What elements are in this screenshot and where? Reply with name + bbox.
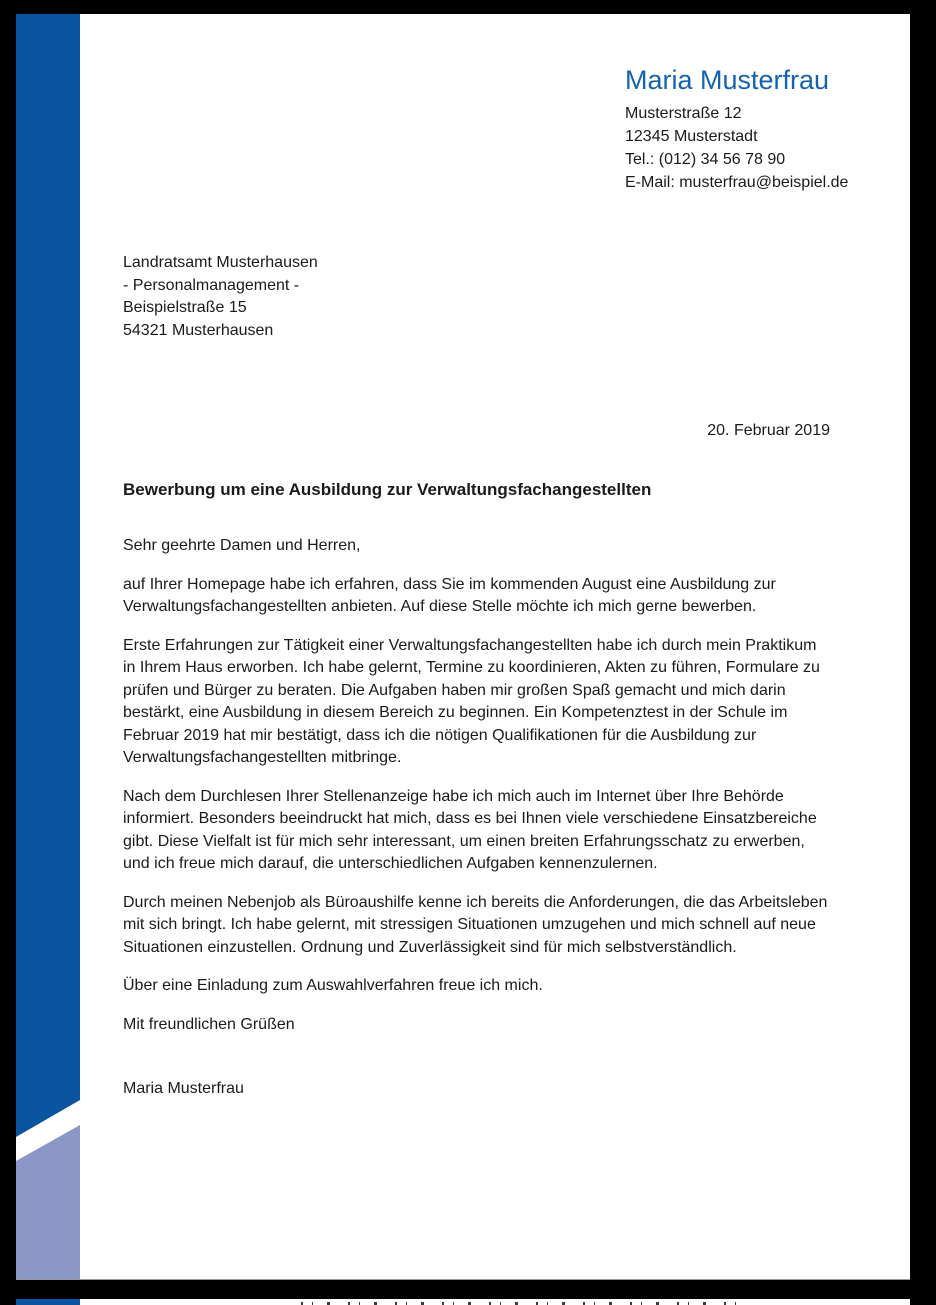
closing-line: Mit freundlichen Grüßen — [123, 1015, 295, 1033]
recipient-line: Landratsamt Musterhausen — [123, 254, 318, 271]
sender-email: E-Mail: musterfrau@beispiel.de — [625, 174, 849, 191]
sender-name: Maria Musterfrau — [625, 65, 830, 95]
salutation: Sehr geehrte Damen und Herren, — [123, 537, 361, 554]
sender-city: 12345 Musterstadt — [625, 128, 758, 145]
letter-body — [123, 535, 832, 1117]
letter-page — [16, 14, 910, 1280]
recipient-line: - Personalmanagement - — [123, 276, 300, 294]
letter-date: 20. Februar 2019 — [707, 422, 830, 439]
sender-block — [625, 64, 848, 194]
side-stripe-dark — [16, 14, 80, 1137]
side-stripe-light — [16, 1125, 80, 1279]
recipient-line: 54321 Musterhausen — [123, 321, 274, 339]
body-paragraph: auf Ihrer Homepage habe ich erfahren, dass Sie im kommenden August eine Ausbildung zur Verwaltungsfachangestellten anbieten. Auf diese Stelle möchte ich mich gerne bewerben. — [123, 575, 776, 615]
body-paragraph: Über eine Einladung zum Auswahlverfahren freue ich mich. — [123, 977, 543, 994]
sender-street: Musterstraße 12 — [625, 105, 742, 122]
signature-name: Maria Musterfrau — [123, 1080, 244, 1097]
body-paragraph: Nach dem Durchlesen Ihrer Stellenanzeige habe ich mich auch im Internet über Ihre Behörde informiert. Besonders beeindruckt hat mich, dass es bei Ihnen viele verschiedene Einsatzbereiche gibt. Diese Vielfalt ist für mich sehr interessant, um einen breiten Erfahrungsschatz zu erwerben, und ich freue mich darauf, die unterschiedlichen Aufgaben kennenzulernen. — [123, 787, 817, 872]
recipient-block — [123, 252, 318, 342]
sender-phone: Tel.: (012) 34 56 78 90 — [625, 151, 786, 168]
subject-line: Bewerbung um eine Ausbildung zur Verwaltungsfachangestellten — [123, 480, 652, 499]
side-stripe-graphic — [16, 14, 80, 1279]
body-paragraph: Erste Erfahrungen zur Tätigkeit einer Verwaltungsfachangestellten habe ich durch mein Praktikum in Ihrem Haus erworben. Ich habe gelernt, Termine zu koordinieren, Akten zu führen, Formulare zu prüfen und Bürger zu beraten. Die Aufgaben haben mir großen Spaß gemacht und mich darin bestärkt, eine Ausbildung in diesem Bereich zu beginnen. Ein Kompetenztest in der Schule im Februar 2019 hat mir bestätigt, dass ich die nötigen Qualifikationen für die Ausbildung zur Verwaltungsfachangestellten mitbringe. — [123, 636, 820, 766]
next-page-side-stripe — [16, 1299, 80, 1305]
body-paragraph: Durch meinen Nebenjob als Büroaushilfe kenne ich bereits die Anforderungen, die das Arbeitsleben mit sich bringt. Ich habe gelernt, mit stressigen Situationen umzugehen und mich schnell auf neue Situationen einzustellen. Ordnung und Zuverlässigkeit sind für mich selbstverständlich. — [123, 893, 828, 956]
next-page-preview — [16, 1299, 910, 1305]
recipient-line: Beispielstraße 15 — [123, 299, 247, 316]
